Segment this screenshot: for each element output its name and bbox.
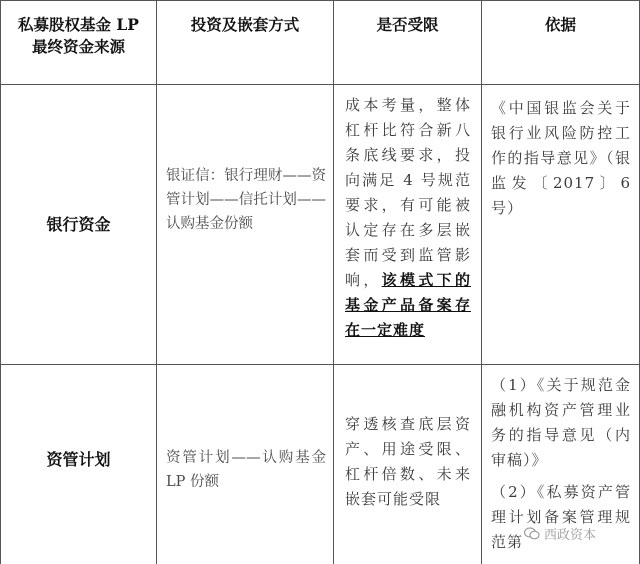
row1-source: 银行资金	[46, 215, 111, 234]
row2-source: 资管计划	[46, 450, 111, 469]
border-top	[0, 0, 640, 1]
row1-limit	[345, 93, 471, 343]
row1-method: 银证信：银行理财——资管计划——信托计划——认购基金份额	[166, 168, 326, 232]
row1-limit-emphasis: 该模式下的基金产品备案存在一定难度	[345, 271, 471, 339]
header-source-line1: 私募股权基金 LP	[18, 15, 139, 34]
header-source	[1, 14, 156, 58]
border-row1-bottom	[0, 364, 640, 365]
header-method: 投资及嵌套方式	[190, 15, 300, 34]
header-limit: 是否受限	[376, 15, 439, 34]
row2-basis-2: （2）《私募资产管理计划备案管理规范第	[491, 483, 631, 551]
row1-basis: 《中国银监会关于银行业风险防控工作的指导意见》（银监发〔2017〕6 号）	[491, 99, 631, 217]
row2-method: 资管计划——认购基金 LP 份额	[166, 450, 326, 490]
row2-basis-1: （1）《关于规范金融机构资产管理业务的指导意见（内审稿）》	[491, 376, 631, 469]
header-basis: 依据	[544, 15, 576, 34]
border-header-bottom	[0, 84, 640, 85]
wechat-icon	[524, 527, 540, 540]
watermark-text: 西政资本	[544, 528, 597, 543]
row2-limit: 穿透核查底层资产、用途受限、杠杆倍数、未来嵌套可能受限	[345, 415, 471, 508]
row1-limit-plain: 成本考量，整体杠杆比符合新八条底线要求，投向满足 4 号规范要求，有可能被认定存在多层嵌套而受到监管影响，	[345, 96, 471, 289]
watermark	[524, 524, 596, 543]
header-source-line2: 最终资金来源	[31, 37, 125, 56]
